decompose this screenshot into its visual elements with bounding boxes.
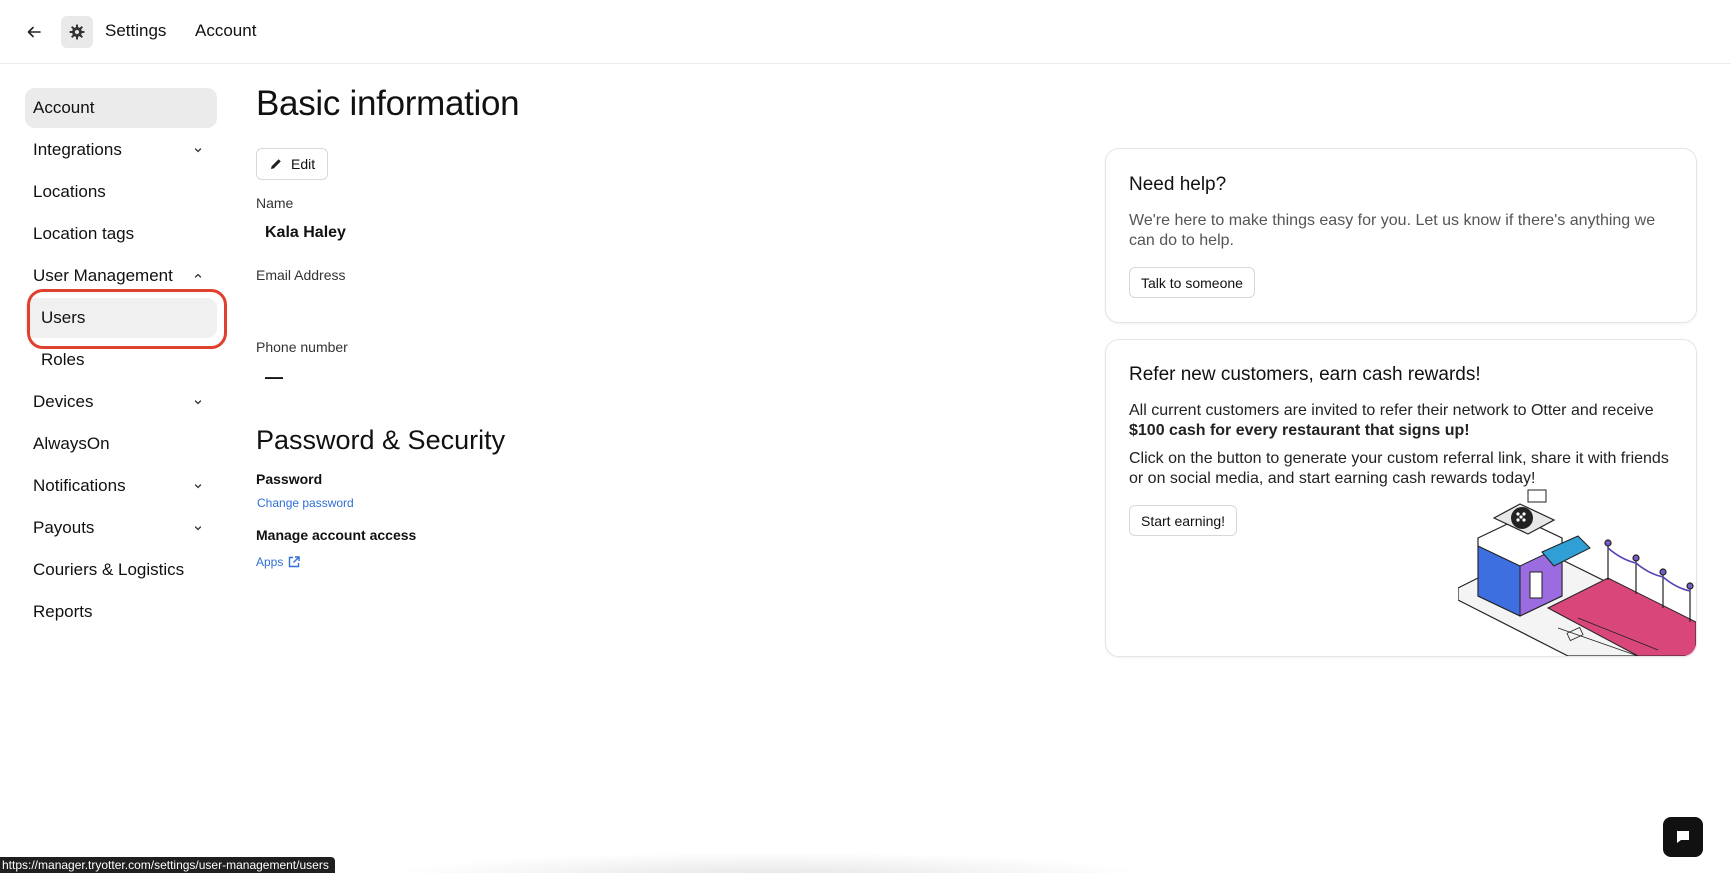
sidebar-item-locations[interactable] xyxy=(25,172,217,212)
sidebar-item-label: Locations xyxy=(33,182,106,201)
apps-link-label: Apps xyxy=(256,555,284,569)
sidebar-item-roles[interactable] xyxy=(25,340,217,380)
change-password-link[interactable]: Change password xyxy=(257,496,354,510)
sidebar-item-label: Location tags xyxy=(33,224,135,243)
sidebar-item-reports[interactable] xyxy=(25,592,217,632)
sidebar-item-couriers-logistics[interactable] xyxy=(25,550,217,590)
bottom-shadow xyxy=(380,852,1160,873)
sidebar-item-label: Users xyxy=(41,308,86,327)
referral-text-bold: $100 cash for every restaurant that signs up! xyxy=(1129,422,1470,439)
sidebar-item-devices[interactable] xyxy=(25,382,217,422)
chevron-down-icon xyxy=(191,143,205,157)
edit-label: Edit xyxy=(291,156,316,172)
sidebar-item-alwayson[interactable] xyxy=(25,424,217,464)
manage-access-label: Manage account access xyxy=(256,527,417,543)
breadcrumb-settings[interactable]: Settings xyxy=(105,21,167,40)
pencil-icon xyxy=(269,157,283,171)
status-bar-url: https://manager.tryotter.com/settings/user-management/users xyxy=(0,857,335,873)
restaurant-illustration xyxy=(1458,488,1696,656)
sidebar-item-payouts[interactable] xyxy=(25,508,217,548)
talk-to-someone-button[interactable]: Talk to someone xyxy=(1129,267,1255,298)
sidebar-item-label: Integrations xyxy=(33,140,122,159)
chevron-down-icon xyxy=(191,479,205,493)
chevron-down-icon xyxy=(191,521,205,535)
sidebar-item-integrations[interactable] xyxy=(25,130,217,170)
settings-sidebar xyxy=(25,88,217,634)
name-value: Kala Haley xyxy=(265,224,346,241)
sidebar-item-label: Devices xyxy=(33,392,94,411)
start-earning-button[interactable]: Start earning! xyxy=(1129,505,1237,536)
need-help-title: Need help? xyxy=(1129,174,1227,195)
sidebar-item-users[interactable] xyxy=(25,298,217,338)
need-help-text: We're here to make things easy for you. Let us know if there's anything we can do to help. xyxy=(1129,212,1656,249)
referral-title: Refer new customers, earn cash rewards! xyxy=(1129,364,1481,385)
sidebar-item-label: Account xyxy=(33,98,95,117)
chevron-down-icon xyxy=(191,395,205,409)
edit-button[interactable] xyxy=(256,148,328,180)
need-help-card xyxy=(1105,148,1697,323)
referral-text xyxy=(1129,401,1674,441)
settings-gear-button[interactable] xyxy=(61,16,93,48)
sidebar-item-label: AlwaysOn xyxy=(33,434,110,453)
sidebar-item-account[interactable] xyxy=(25,88,217,128)
referral-card xyxy=(1105,339,1697,657)
back-button[interactable] xyxy=(22,20,46,44)
account-main xyxy=(256,84,1036,569)
apps-link[interactable] xyxy=(256,555,301,569)
breadcrumb-account: Account xyxy=(195,21,257,40)
security-title: Password & Security xyxy=(256,425,506,455)
top-bar xyxy=(0,0,1731,64)
page-title: Basic information xyxy=(256,84,520,123)
arrow-left-icon xyxy=(27,25,41,39)
sidebar-item-label: Roles xyxy=(41,350,85,369)
name-label: Name xyxy=(256,195,294,211)
phone-value: — xyxy=(265,367,283,387)
sidebar-item-location-tags[interactable] xyxy=(25,214,217,254)
password-label: Password xyxy=(256,471,323,487)
sidebar-item-notifications[interactable] xyxy=(25,466,217,506)
sidebar-item-label: Reports xyxy=(33,602,93,621)
chat-icon xyxy=(1675,829,1691,845)
referral-text-prefix: All current customers are invited to refer their network to Otter and receive xyxy=(1129,402,1654,419)
phone-label: Phone number xyxy=(256,339,348,355)
sidebar-item-label: Payouts xyxy=(33,518,95,537)
chat-button[interactable] xyxy=(1663,817,1703,857)
referral-text-2: Click on the button to generate your custom referral link, share it with friends or on social media, and start earning cash rewards today! xyxy=(1129,450,1669,487)
sidebar-item-user-management[interactable] xyxy=(25,256,217,296)
sidebar-item-label: Notifications xyxy=(33,476,126,495)
sidebar-item-label: Couriers & Logistics xyxy=(33,560,185,579)
email-label: Email Address xyxy=(256,267,346,283)
sidebar-item-label: User Management xyxy=(33,266,173,285)
external-link-icon xyxy=(287,555,301,569)
gear-icon xyxy=(69,24,85,40)
chevron-up-icon xyxy=(191,269,205,283)
